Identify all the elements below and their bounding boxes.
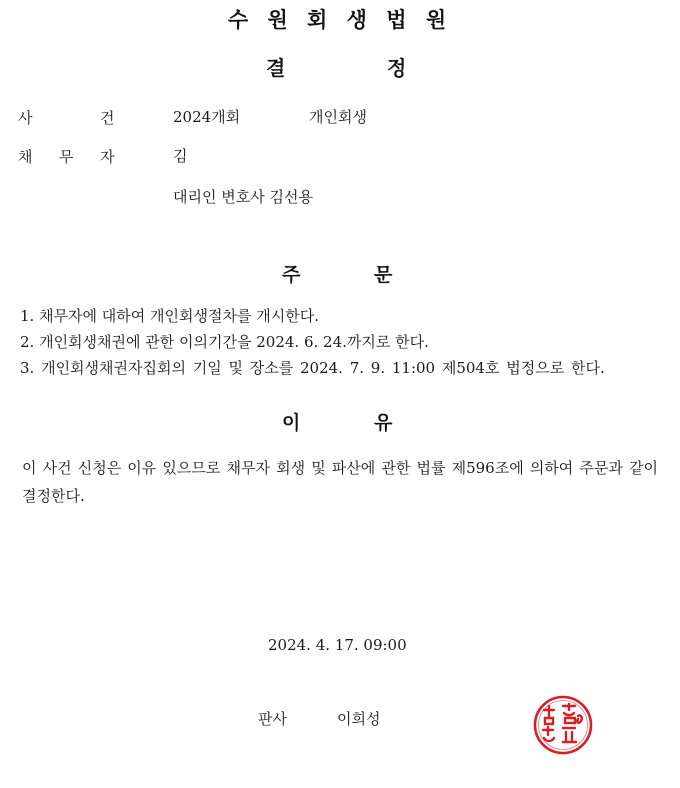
order-item: 3. 개인회생채권자집회의 기일 및 장소를 2024. 7. 9. 11:00 제504호 법정으로 한다. [20,359,605,377]
order-heading-right: 문 [374,264,393,286]
document-title-right: 정 [387,56,407,80]
reason-heading-right: 유 [374,412,393,434]
judge-name: 이희성 [337,710,381,728]
case-label-char: 사 [18,109,33,127]
judge-title: 판사 [258,710,287,728]
case-number: 2024개회 [173,108,241,126]
debtor-label-char: 무 [59,148,74,166]
debtor-name: 김 [173,147,188,165]
case-type: 개인회생 [309,108,367,126]
debtor-agent: 대리인 변호사 김선용 [173,188,313,206]
reason-heading-left: 이 [282,412,301,434]
order-heading-left: 주 [282,264,301,286]
decision-date: 2024. 4. 17. 09:00 [268,636,407,654]
reason-text: 이 사건 신청은 이유 있으므로 채무자 회생 및 파산에 관한 법률 제596조에 의하여 주문과 같이 결정한다. [22,459,658,505]
order-item: 1. 채무자에 대하여 개인회생절차를 개시한다. [20,307,319,325]
case-label-char: 건 [100,109,115,127]
document-title-left: 결 [266,56,286,80]
debtor-label-char: 채 [18,148,33,166]
order-item: 2. 개인회생채권에 관한 이의기간을 2024. 6. 24.까지로 한다. [20,333,429,351]
court-name: 수 원 회 생 법 원 [227,8,453,32]
judge-seal-stamp [532,694,594,756]
debtor-label-char: 자 [100,148,115,166]
